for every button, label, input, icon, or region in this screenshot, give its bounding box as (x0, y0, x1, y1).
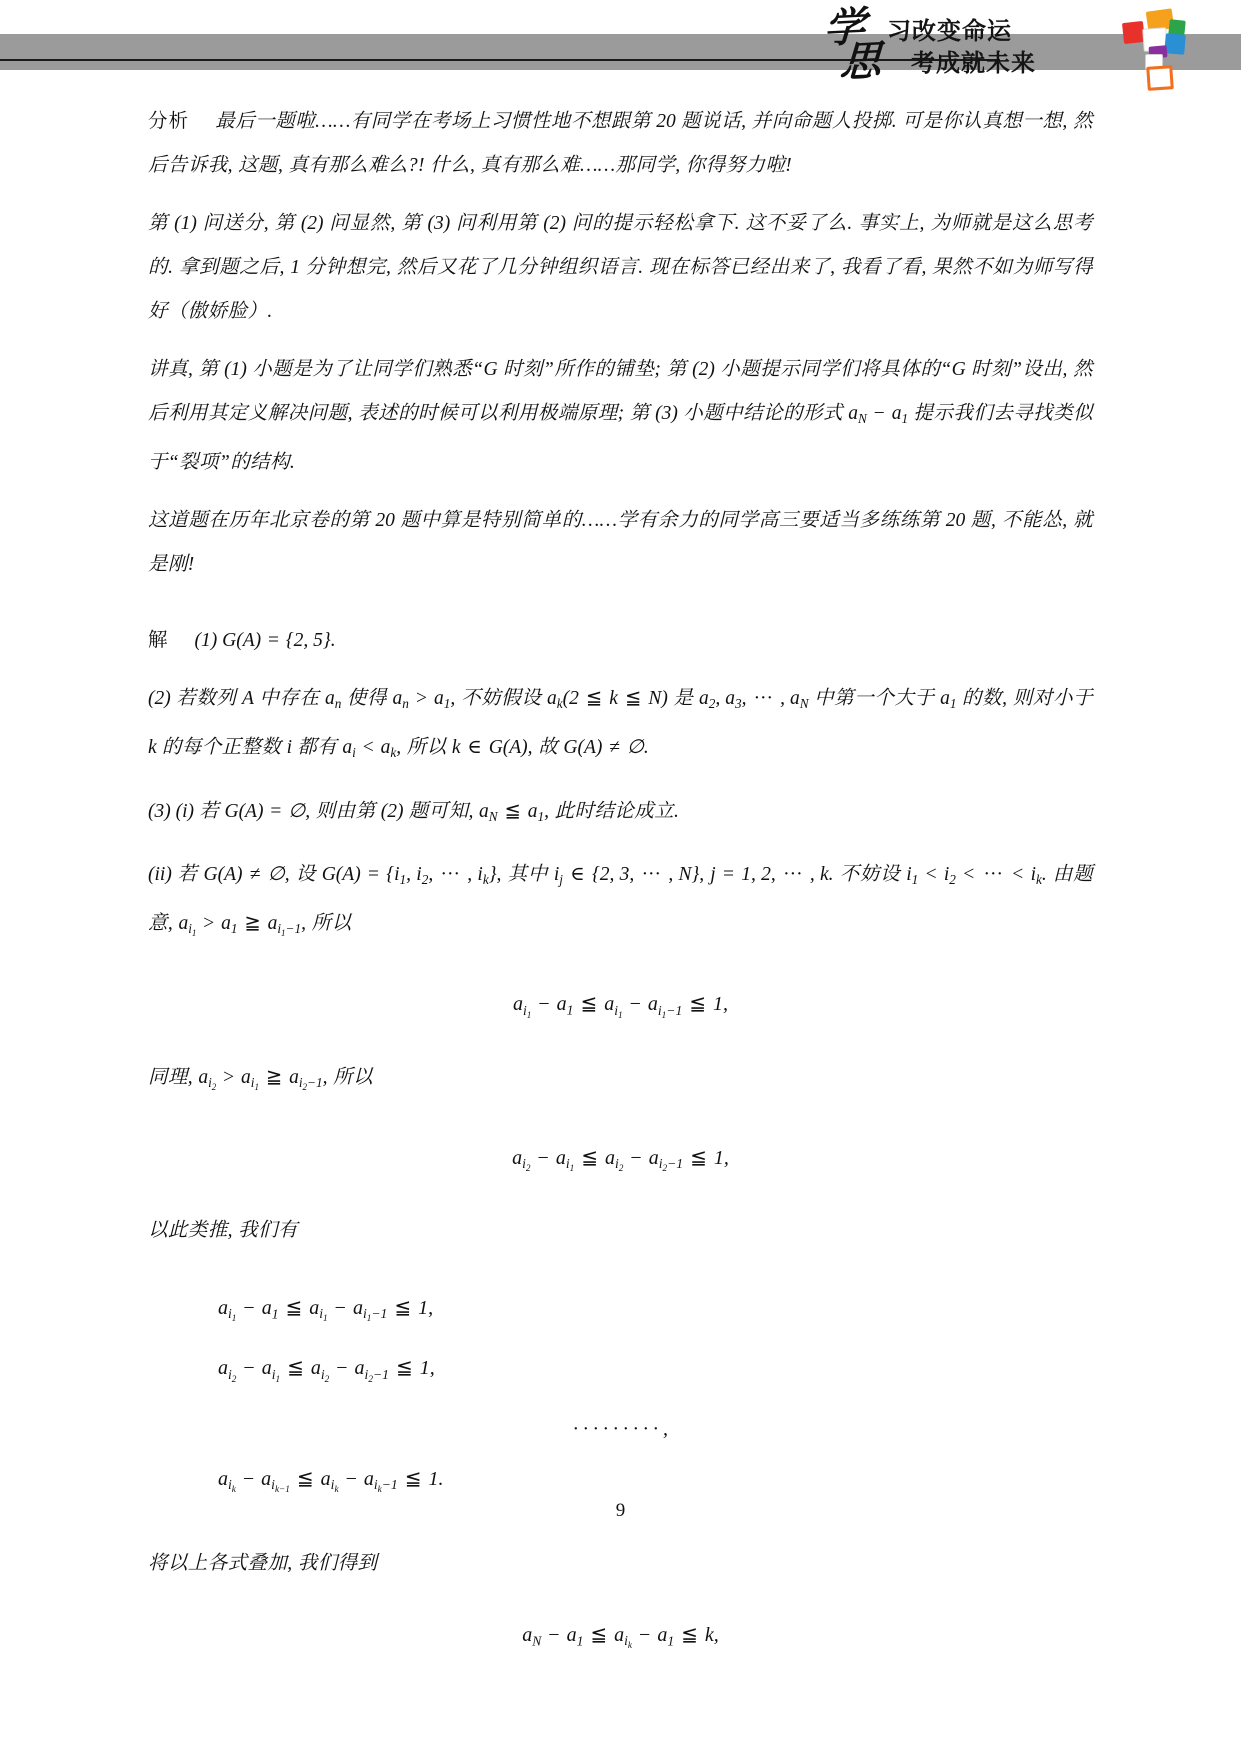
display-equation-3b: $a_{i_2} - a_{i_1}$ ≦ $a_{i_2} - a_{i_2-1}$ ≦ 1, (218, 1357, 435, 1384)
logo-slogan-line-1: 习改变命运 (887, 17, 1012, 45)
paragraph-solution-1 (148, 619, 1093, 663)
paragraph-3: 讲真, 第 (1) 小题是为了让同学们熟悉“G 时刻”所作的铺垫; 第 (2) 小题提示同学们将具体的“G 时刻”设出, 然后利用其定义解决问题, 表述的时候可以利用极端原理; 第 (3) 小题中结论的形式 $a_N - a_1$ 提示我们去寻找类似于“裂项”的结构. (148, 359, 1093, 474)
solution-label: 解 (148, 630, 169, 652)
display-equation-3c: · · · · · · · · · , (573, 1417, 668, 1440)
brand-logo (813, 2, 1233, 90)
display-equation-3a: $a_{i_1} - a_1$ ≦ $a_{i_1} - a_{i_1-1}$ ≦ 1, (218, 1296, 434, 1324)
display-equation-2: $a_{i_2} - a_{i_1}$ ≦ $a_{i_2} - a_{i_2-1}$ ≦ 1, (512, 1146, 729, 1173)
analysis-label: 分析 (148, 111, 190, 132)
paragraph-between-2: 以此类推, 我们有 (148, 1219, 298, 1241)
logo-slogan (887, 16, 1036, 79)
paragraph-solution-3ii: (ii) 若 G(A) ≠ ∅, 设 $G(A) = \{i_1$, $i_2$, ··· , $i_k$}, 其中 $i_j$ ∈ {2, 3, ··· , N}, j = 1, 2, ··· , k. 不妨设 $i_1 < i_2$ < ··· < $i_k$. 由题意, $a_{i_1} > a_1$ ≧ $a_{i_1-1}$, 所以 (148, 863, 1094, 939)
paragraph-analysis (148, 100, 1093, 188)
analysis-text: 最后一题啦……有同学在考场上习惯性地不想跟第 20 题说话, 并向命题人投掷. 可是你认真想一想, 然后告诉我, 这题, 真有那么难么?! 什么, 真有那么难……那同学, 你得努力啦! (148, 111, 1093, 176)
display-equation-3d: $a_{i_k} - a_{i_{k-1}}$ ≦ $a_{i_k} - a_{i_k-1}$ ≦ 1. (218, 1467, 444, 1494)
display-equation-4: $a_N - a_1$ ≦ $a_{i_k} - a_1$ ≦ k, (522, 1623, 719, 1651)
page-footer (0, 1500, 1241, 1522)
solution-part-1: (1) G(A) = {2, 5}. (194, 630, 336, 652)
paragraph-solution-3i: (3) (i) 若 G(A) = ∅, 则由第 (2) 题可知, $a_N$ ≦ $a_1$, 此时结论成立. (148, 800, 680, 824)
paragraph-4: 这道题在历年北京卷的第 20 题中算是特别简单的……学有余力的同学高三要适当多练练第 20 题, 不能怂, 就是刚! (148, 510, 1093, 576)
logo-calligraphy (821, 3, 882, 86)
paragraph-between-1: 同理, $a_{i_2} > a_{i_1}$ ≧ $a_{i_2-1}$, 所以 (148, 1066, 373, 1092)
spacer (148, 601, 1093, 619)
paragraph-between-3: 将以上各式叠加, 我们得到 (148, 1552, 378, 1574)
paragraph-2: 第 (1) 问送分, 第 (2) 问显然, 第 (3) 问利用第 (2) 问的提示轻松拿下. 这不妥了么. 事实上, 为师就是这么思考的. 拿到题之后, 1 分钟想完, 然后又花了几分钟组织语言. 现在标答已经出来了, 我看了看, 果然不如为师写得好（傲娇脸）. (148, 213, 1093, 322)
page-header (0, 0, 1241, 92)
paragraph-solution-2: (2) 若数列 A 中存在 $a_n$ 使得 $a_n > a_1$, 不妨假设 $a_k(2$ ≦ k ≦ N) 是 $a_2$, $a_3$, ··· , $a_N$ 中第一个大于 $a_1$ 的数, 则对小于 k 的每个正整数 i 都有 $a_i < a_k$, 所以 k ∈ G(A), 故 G(A) ≠ ∅. (148, 688, 1093, 761)
document-body (148, 100, 1093, 1686)
logo-slogan-line-2: 考成就未来 (911, 48, 1036, 77)
logo-blocks-icon (1121, 8, 1195, 86)
logo-calligraphy-char-2: 思 (838, 37, 881, 86)
page-number: 9 (615, 1500, 626, 1521)
display-equation-group (148, 1283, 1093, 1514)
display-equation-1: $a_{i_1} - a_1$ ≦ $a_{i_1} - a_{i_1-1}$ ≦ 1, (512, 993, 729, 1020)
logo-calligraphy-char-1: 学 (822, 3, 865, 52)
